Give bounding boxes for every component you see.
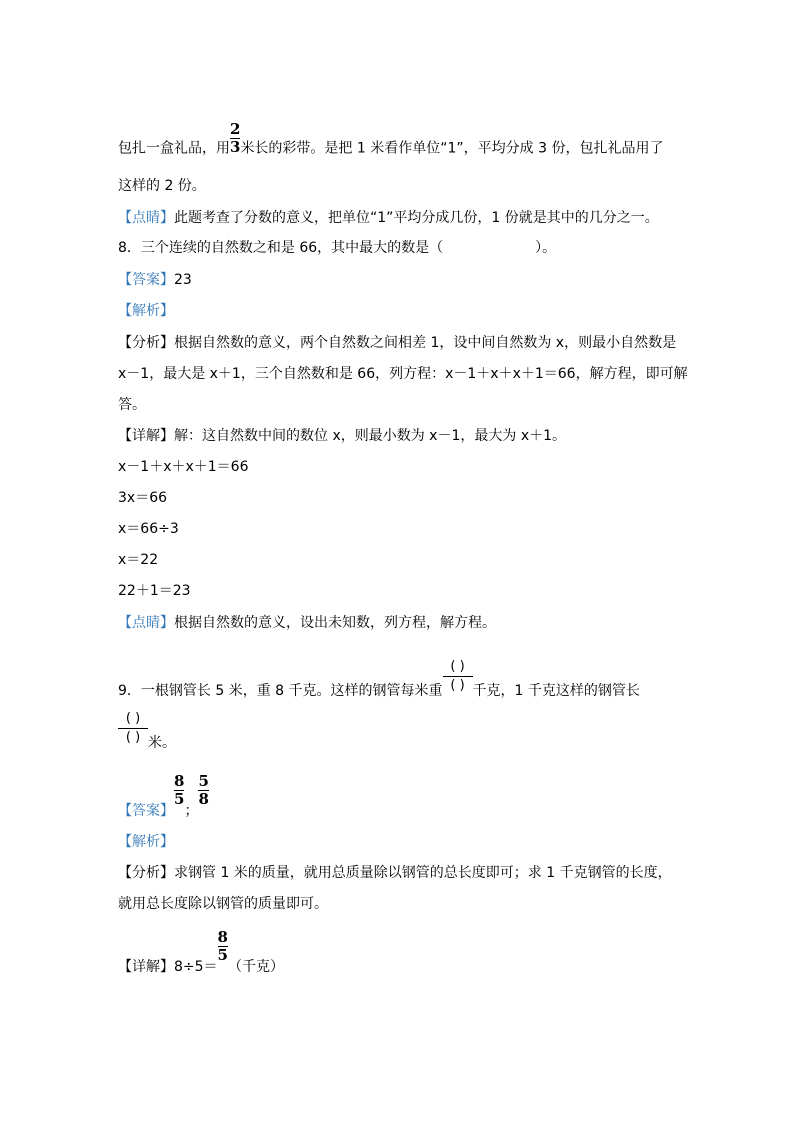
q8-fenxi-line1 (118, 333, 676, 353)
blank-den: ( ) (125, 730, 141, 745)
q9-xiangjie-unit: （千克） (227, 958, 284, 975)
q9-blank-fraction-1 (443, 660, 473, 693)
blank-den: ( ) (450, 678, 465, 693)
answer-tag: 【答案】 (118, 272, 174, 288)
q9-xiangjie-fraction (218, 930, 228, 963)
q9-question-line2 (118, 711, 176, 751)
q7-frac-den: 3 (230, 138, 241, 156)
ans2-den: 8 (198, 790, 209, 808)
blank-num: ( ) (450, 659, 465, 674)
q8-step1: x－1＋x＋x＋1＝66 (118, 459, 249, 475)
xj-num: 8 (217, 928, 228, 946)
q8-answer (118, 270, 192, 290)
q9-fenxi-line1 (118, 863, 672, 883)
q8-dianjing-text: 根据自然数的意义，设出未知数，列方程，解方程。 (174, 615, 496, 631)
q7-line1 (118, 120, 664, 165)
q8-xiangjie (118, 426, 566, 446)
q8-dianjing (118, 613, 496, 633)
q7-comment-text: 此题考查了分数的意义，把单位“1”平均分成几份，1 份就是其中的几分之一。 (174, 210, 659, 226)
q9-question-c: 米。 (148, 734, 176, 751)
fenxi-tag: 【分析】 (118, 865, 174, 881)
q8-answer-value: 23 (174, 272, 192, 288)
q7-comment (118, 208, 659, 228)
q8-fenxi-text1: 根据自然数的意义，两个自然数之间相差 1，设中间自然数为 x，则最小自然数是 (174, 335, 677, 351)
q7-fraction (230, 122, 240, 155)
fenxi-tag: 【分析】 (118, 335, 174, 351)
dianjing-tag: 【点睛】 (118, 615, 174, 631)
q8-step2: 3x＝66 (118, 490, 168, 506)
q7-frac-num: 2 (230, 120, 241, 138)
q9-question-a: 9．一根钢管长 5 米，重 8 千克。这样的钢管每米重 (118, 682, 443, 699)
q9-question-b: 千克，1 千克这样的钢管长 (472, 682, 640, 699)
ans2-num: 5 (198, 772, 209, 790)
q8-xiangjie-text: 解：这自然数中间的数位 x，则最小数为 x－1，最大为 x＋1。 (174, 428, 567, 444)
q8-step4: x＝22 (118, 552, 159, 568)
xj-den: 5 (217, 946, 228, 964)
xiangjie-tag: 【详解】 (118, 428, 174, 444)
q8-fenxi-line3: 答。 (118, 397, 146, 413)
q8-question-b: ）。 (535, 240, 557, 256)
q9-fenxi-text1: 求钢管 1 米的质量，就用总质量除以钢管的总长度即可；求 1 千克钢管的长度， (174, 865, 672, 881)
q8-question-a: 8．三个连续的自然数之和是 66，其中最大的数是（ (118, 240, 444, 256)
q7-text-a: 包扎一盒礼品，用 (118, 140, 230, 157)
dianjing-tag: 【点睛】 (118, 210, 174, 226)
q9-analysis-tag: 【解析】 (118, 834, 174, 850)
q8-analysis-tag: 【解析】 (118, 303, 174, 319)
q9-answer-fraction-2 (198, 774, 208, 807)
answer-tag: 【答案】 (118, 802, 174, 819)
ans1-num: 8 (174, 772, 185, 790)
ans1-den: 5 (174, 790, 185, 808)
q9-fenxi-line2: 就用总长度除以钢管的质量即可。 (118, 896, 328, 912)
q9-blank-fraction-2 (118, 712, 148, 745)
q8-question (118, 238, 556, 258)
q9-question-line1 (118, 659, 640, 699)
q9-answer-separator: ； (184, 802, 199, 819)
blank-num: ( ) (125, 711, 141, 726)
q7-text-b: 米长的彩带。是把 1 米看作单位“1”，平均分成 3 份，包扎礼品用了 (240, 140, 664, 157)
q9-answer-fraction-1 (174, 774, 184, 807)
xiangjie-tag: 【详解】 (118, 958, 174, 975)
q8-step5: 22＋1＝23 (118, 583, 191, 599)
q7-line2: 这样的 2 份。 (118, 178, 206, 194)
q9-answer (118, 772, 209, 819)
q9-xiangjie (118, 928, 284, 975)
q9-xiangjie-expr: 8÷5＝ (174, 958, 218, 975)
q8-step3: x＝66÷3 (118, 521, 179, 537)
q8-fenxi-line2: x－1，最大是 x＋1，三个自然数和是 66，列方程：x－1＋x＋x＋1＝66，解方程，即可解 (118, 366, 688, 382)
